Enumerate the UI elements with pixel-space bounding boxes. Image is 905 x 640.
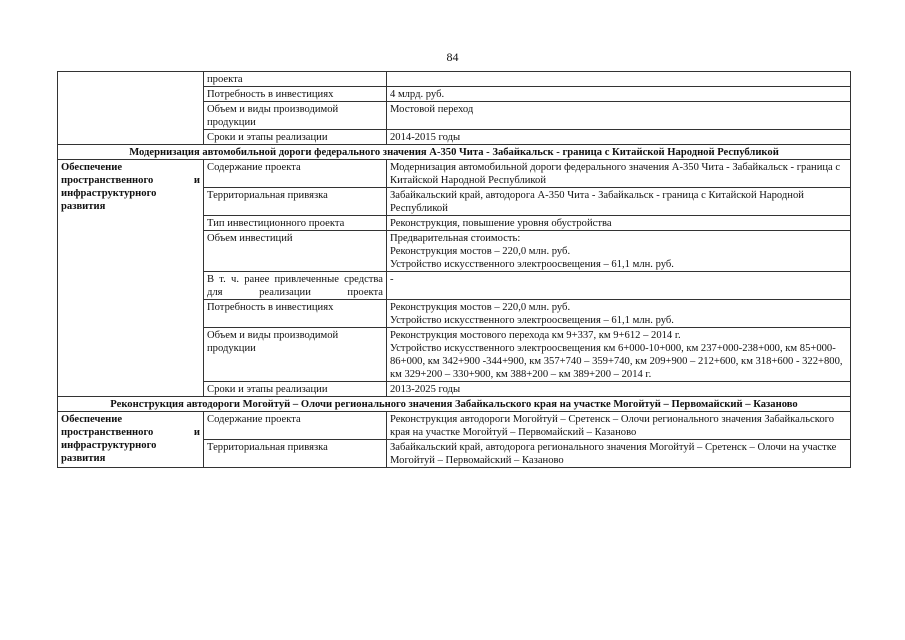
value-line: Устройство искусственного электроосвещения км 6+000-10+000, км 237+000-238+000, км 85+000-86+000, км 342+900 -344+900, км 357+740 – 359+740, км 209+900 – 212+600, км 318+600 - 322+800, км 329+200 – 330+900, км 388+200 – км 389+200 – 2014 г.	[390, 343, 843, 380]
row-value	[387, 72, 851, 87]
table-row	[58, 72, 851, 87]
row-label: проекта	[204, 72, 387, 87]
row-value	[387, 300, 851, 328]
row-value	[387, 328, 851, 382]
row-label: Сроки и этапы реализации	[204, 130, 387, 145]
section-header-row	[58, 145, 851, 160]
page-number: 84	[446, 50, 459, 64]
row-label: В т. ч. ранее привлеченные средства для реализации проекта	[204, 272, 387, 300]
section-title: Реконструкция автодороги Могойтуй – Олочи регионального значения Забайкальского края на участке Могойтуй – Первомайский – Казаново	[58, 397, 851, 412]
row-label: Объем и виды производимой продукции	[204, 328, 387, 382]
row-label: Содержание проекта	[204, 412, 387, 440]
row-value	[387, 231, 851, 272]
row-label: Тип инвестиционного проекта	[204, 216, 387, 231]
value-line: Реконструкция мостового перехода км 9+337, км 9+612 – 2014 г.	[390, 330, 681, 341]
value-line: Предварительная стоимость:	[390, 233, 521, 244]
row-label: Территориальная привязка	[204, 188, 387, 216]
row-value: 4 млрд. руб.	[387, 87, 851, 102]
value-line: Реконструкция мостов – 220,0 млн. руб.	[390, 302, 571, 313]
row-label: Потребность в инвестициях	[204, 300, 387, 328]
category-cell	[58, 72, 204, 145]
value-line: Реконструкция мостов – 220,0 млн. руб.	[390, 246, 571, 257]
row-value: Забайкальский край, автодорога регионального значения Могойтуй – Сретенск – Олочи на участке Могойтуй – Первомайский – Казаново	[387, 440, 851, 468]
table-row	[58, 412, 851, 440]
row-value: Забайкальский край, автодорога А-350 Чита - Забайкальск - граница с Китайской Народной Республикой	[387, 188, 851, 216]
value-line: Устройство искусственного электроосвещения – 61,1 млн. руб.	[390, 315, 674, 326]
row-label: Сроки и этапы реализации	[204, 382, 387, 397]
table-row	[58, 160, 851, 188]
row-label: Территориальная привязка	[204, 440, 387, 468]
row-label: Содержание проекта	[204, 160, 387, 188]
section-header-row	[58, 397, 851, 412]
row-label: Объем и виды производимой продукции	[204, 102, 387, 130]
row-label: Потребность в инвестициях	[204, 87, 387, 102]
row-value: Реконструкция, повышение уровня обустройства	[387, 216, 851, 231]
row-label: Объем инвестиций	[204, 231, 387, 272]
row-value: 2014-2015 годы	[387, 130, 851, 145]
category-cell: Обеспечение пространственного и инфраструктурного развития	[58, 412, 204, 468]
row-value: Реконструкция автодороги Могойтуй – Сретенск – Олочи регионального значения Забайкальского края на участке Могойтуй – Первомайский – Казаново	[387, 412, 851, 440]
section-title: Модернизация автомобильной дороги федерального значения А-350 Чита - Забайкальск - граница с Китайской Народной Республикой	[58, 145, 851, 160]
category-cell: Обеспечение пространственного и инфраструктурного развития	[58, 160, 204, 397]
projects-table	[57, 71, 851, 468]
value-line: Устройство искусственного электроосвещения – 61,1 млн. руб.	[390, 259, 674, 270]
row-value: Мостовой переход	[387, 102, 851, 130]
row-value: Модернизация автомобильной дороги федерального значения А-350 Чита - Забайкальск - граница с Китайской Народной Республикой	[387, 160, 851, 188]
row-value: -	[387, 272, 851, 300]
row-value: 2013-2025 годы	[387, 382, 851, 397]
